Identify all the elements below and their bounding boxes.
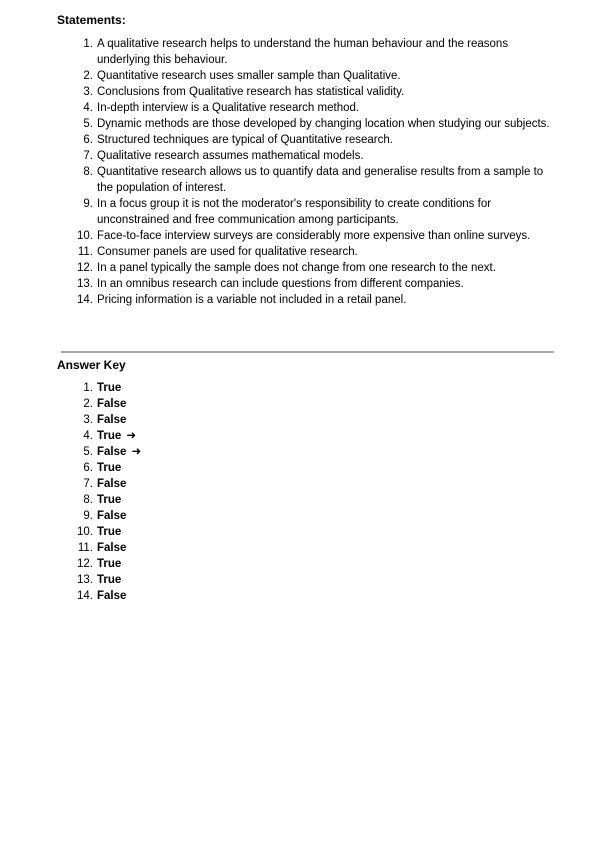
statement-text: A qualitative research helps to understand the human behaviour and the reasons underlying this behaviour. [97,38,509,66]
answer-value: True [97,494,122,506]
answer-item [57,572,557,588]
answer-value: False [97,398,127,410]
statement-number: 13. [77,278,93,290]
statement-text: Structured techniques are typical of Quantitative research. [97,134,393,146]
statement-item [57,84,557,100]
answer-value: False [97,510,127,522]
answer-text [93,572,557,588]
statement-text: Dynamic methods are those developed by changing location when studying our subjects. [97,118,550,130]
statement-number: 2. [83,70,93,82]
answer-number: 11. [77,542,93,554]
answer-item [57,412,557,428]
answer-number: 13. [77,574,93,586]
answer-value: True [97,462,122,474]
statements-heading: Statements: [57,13,126,27]
answer-number: 14. [77,590,93,602]
answer-number: 9. [83,510,93,522]
answer-text [93,444,557,460]
statement-item [57,244,557,260]
answer-number: 6. [83,462,93,474]
answer-key-heading: Answer Key [57,358,126,372]
statement-number: 3. [83,86,93,98]
statement-item [57,36,557,68]
statement-item [57,228,557,244]
answer-item [57,508,557,524]
answer-value: True [97,430,122,442]
answer-text [93,588,557,604]
statement-text: Face-to-face interview surveys are considerably more expensive than online surveys. [97,230,531,242]
answer-number: 2. [83,398,93,410]
answer-item [57,540,557,556]
answer-item [57,524,557,540]
answer-number: 3. [83,414,93,426]
answer-text [93,492,557,508]
statement-text: Quantitative research allows us to quantify data and generalise results from a sample to the population of interest. [97,166,544,194]
answer-number: 12. [77,558,93,570]
statement-text: In-depth interview is a Qualitative research method. [97,102,360,114]
answer-text [93,380,557,396]
statement-text: Qualitative research assumes mathematical models. [97,150,364,162]
answer-number: 8. [83,494,93,506]
statement-number: 11. [77,246,93,258]
answer-value: False [97,414,127,426]
statement-number: 7. [83,150,93,162]
statement-number: 9. [83,198,93,210]
answer-number: 5. [83,446,93,458]
statement-number: 14. [77,294,93,306]
statement-item [57,260,557,276]
answer-value: True [97,382,122,394]
answer-value: False [97,542,127,554]
statement-text: Pricing information is a variable not included in a retail panel. [97,294,407,306]
answer-value: False [97,478,127,490]
answer-item [57,380,557,396]
answer-number: 1. [83,382,93,394]
answer-item [57,396,557,412]
answer-text [93,540,557,556]
statement-number: 5. [83,118,93,130]
statement-item [57,276,557,292]
answer-item [57,444,557,460]
answer-text [93,412,557,428]
answer-text [93,476,557,492]
answer-number: 4. [83,430,93,442]
answer-item [57,556,557,572]
answer-value: False [97,446,127,458]
statement-number: 4. [83,102,93,114]
answer-text [93,396,557,412]
statement-item [57,196,557,228]
answer-number: 10. [77,526,93,538]
arrow-right-icon: ➜ [126,430,137,442]
statements-list [57,36,557,308]
answer-item [57,428,557,444]
statement-item [57,148,557,164]
answer-item [57,460,557,476]
answer-key-list [57,380,557,604]
statement-number: 1. [83,38,93,50]
answer-value: True [97,574,122,586]
answer-text [93,428,557,444]
answer-text [93,524,557,540]
statement-text: Consumer panels are used for qualitative research. [97,246,358,258]
answer-text [93,460,557,476]
statement-text: In a panel typically the sample does not change from one research to the next. [97,262,496,274]
answer-item [57,476,557,492]
answer-text [93,508,557,524]
statement-item [57,68,557,84]
answer-number: 7. [83,478,93,490]
statement-number: 8. [83,166,93,178]
answer-text [93,556,557,572]
answer-value: False [97,590,127,602]
arrow-right-icon: ➜ [131,446,142,458]
section-divider [61,351,554,353]
statement-number: 6. [83,134,93,146]
statement-text: Conclusions from Qualitative research has statistical validity. [97,86,405,98]
statement-number: 10. [77,230,93,242]
answer-value: True [97,526,122,538]
statement-text: In a focus group it is not the moderator's responsibility to create conditions for unconstrained and free communication among participants. [97,198,492,226]
answer-item [57,588,557,604]
statement-item [57,100,557,116]
statement-item [57,292,557,308]
statement-item [57,116,557,132]
statement-number: 12. [77,262,93,274]
statement-text: Quantitative research uses smaller sample than Qualitative. [97,70,401,82]
statement-item [57,164,557,196]
statement-text: In an omnibus research can include questions from different companies. [97,278,464,290]
statement-item [57,132,557,148]
answer-item [57,492,557,508]
answer-value: True [97,558,122,570]
